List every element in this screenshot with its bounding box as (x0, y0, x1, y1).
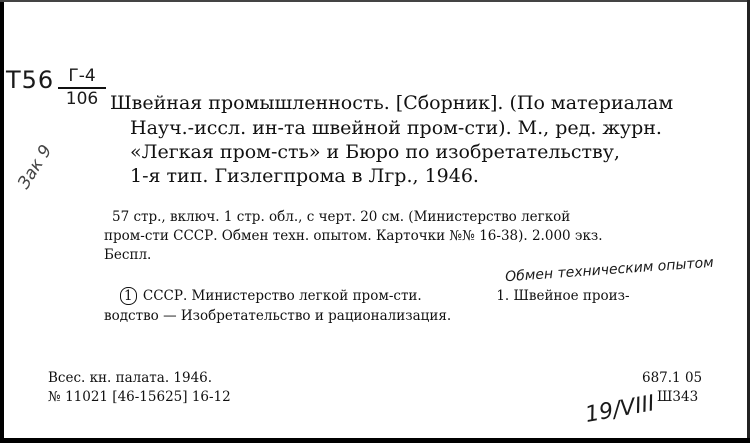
registration-number: № 11021 [46-15625] 16-12 (48, 389, 231, 405)
subject-line-2: водство — Изобретательство и рационализация. (104, 308, 452, 324)
entry-title-line-2: Науч.-иссл. ин-та швейной пром-сти). М., ред. журн. (130, 117, 662, 139)
description-line-3: Беспл. (104, 247, 152, 263)
entry-title-line-3: «Легкая пром-сть» и Бюро по изобретательству, (130, 141, 620, 163)
card-border-bottom (0, 438, 750, 443)
entry-title-line-4: 1-я тип. Гизлегпрома в Лгр., 1946. (130, 165, 479, 187)
classification-index: 687.1 05 (642, 370, 703, 386)
card-border-top (0, 0, 750, 2)
handwritten-shelf-code: T56 (6, 66, 55, 94)
subject-heading-end: 1. Швейное произ- (496, 288, 630, 304)
fraction-denominator: 106 (65, 89, 99, 109)
chamber-line: Всес. кн. палата. 1946. (48, 370, 213, 386)
fraction-numerator: Г-4 (58, 66, 106, 89)
author-mark: Ш343 (657, 389, 699, 405)
handwritten-side-note: Зак 9 (14, 141, 57, 193)
description-line-2: пром-сти СССР. Обмен техн. опытом. Карточки №№ 16-38). 2.000 экз. (104, 228, 603, 244)
subject-line-1 (120, 287, 630, 306)
subject-heading: СССР. Министерство легкой пром-сти. (142, 288, 422, 304)
entry-title-line-1: Швейная промышленность. [Сборник]. (По материалам (110, 92, 674, 114)
handwritten-fraction (58, 66, 106, 109)
handwritten-signature: 19/VIII (583, 391, 657, 428)
card-border-left (0, 0, 4, 443)
subject-marker: 1 (120, 287, 137, 305)
handwritten-margin-note: Обмен техническим опытом (504, 254, 715, 286)
description-line-1: 57 стр., включ. 1 стр. обл., с черт. 20 см. (Министерство легкой (112, 209, 571, 225)
